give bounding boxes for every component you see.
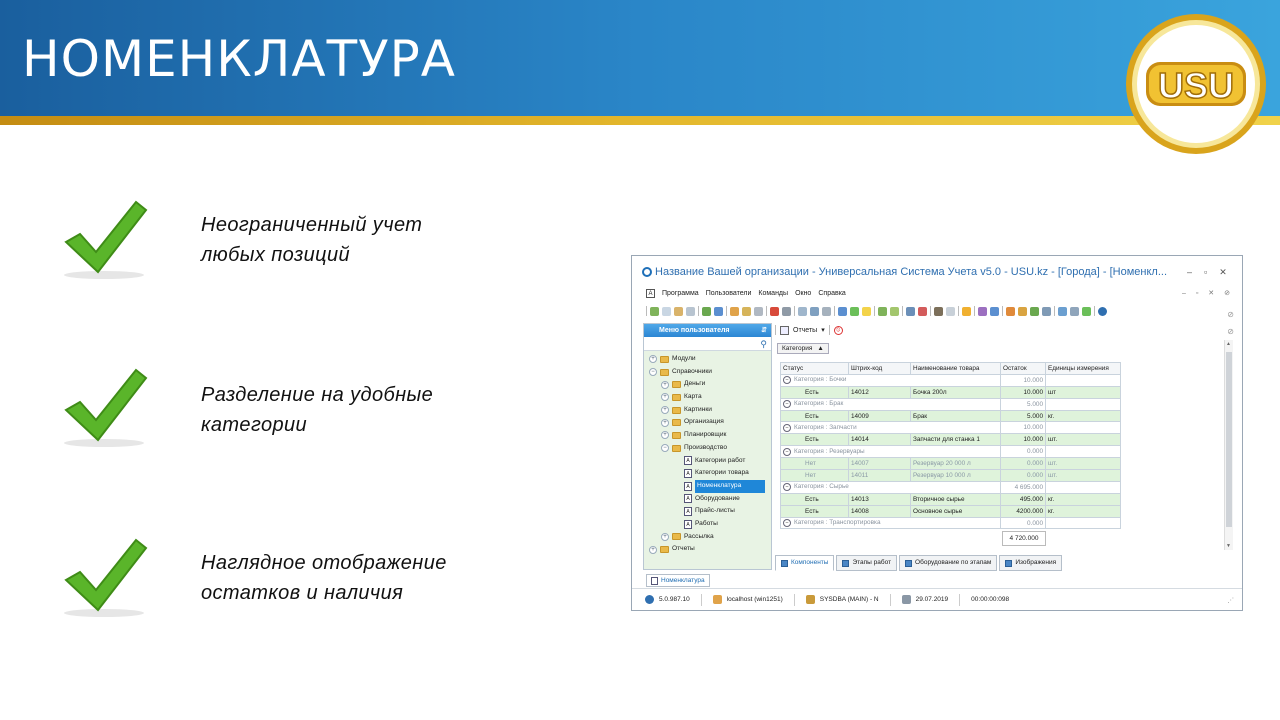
table-icon [781, 560, 788, 567]
nomenclature-grid [780, 362, 1121, 537]
table-icon [842, 560, 849, 567]
vertical-scrollbar[interactable] [1224, 340, 1233, 550]
app-window-screenshot [631, 255, 1243, 611]
check-icon [58, 200, 150, 282]
table-row[interactable] [781, 505, 1121, 517]
sort-up-icon[interactable]: ▲ [817, 345, 824, 352]
toolbar-icon[interactable] [878, 307, 887, 316]
folder-icon [660, 369, 669, 376]
toolbar-icon[interactable] [1006, 307, 1015, 316]
group-total: 10.000 [1001, 422, 1046, 434]
bullet-3-line2: остатков и наличия [201, 582, 404, 604]
group-total: 0.000 [1001, 517, 1046, 529]
menu-help[interactable]: Справка [818, 290, 846, 297]
cell-name: Основное сырье [911, 505, 1001, 517]
toolbar-icon[interactable] [978, 307, 987, 316]
cell-status: Есть [781, 410, 849, 422]
toolbar-icon[interactable] [1042, 307, 1051, 316]
cell-name: Резервуар 10 000 л [911, 470, 1001, 482]
menu-item[interactable] [644, 467, 771, 480]
tab-label: Этапы работ [852, 559, 892, 566]
cell-status: Есть [781, 386, 849, 398]
tab-images[interactable] [999, 555, 1062, 571]
menu-item[interactable] [644, 416, 771, 429]
status-server: localhost (win1251) [726, 596, 783, 603]
document-icon: A [684, 520, 692, 529]
menu-item[interactable] [644, 378, 771, 391]
toolbar-icon[interactable] [850, 307, 859, 316]
table-icon [1005, 560, 1012, 567]
expand-icon[interactable]: + [649, 355, 657, 363]
toolbar-icon[interactable] [990, 307, 999, 316]
toolbar-icon[interactable] [962, 307, 971, 316]
resize-grip-icon[interactable]: ⋰ [1227, 596, 1234, 604]
tab-work-stages[interactable] [836, 555, 897, 571]
menu-item-label: Номенклатура [695, 480, 765, 493]
menu-tree [644, 351, 771, 569]
menu-item-label: Картинки [684, 405, 712, 413]
group-by-label: Категория [782, 345, 813, 352]
toolbar-icon[interactable] [674, 307, 683, 316]
info-icon [645, 595, 654, 604]
table-row[interactable] [781, 458, 1121, 470]
document-icon [651, 577, 658, 585]
tab-components[interactable] [775, 555, 834, 571]
cell-qty: 4200.000 [1001, 505, 1046, 517]
group-by-panel [775, 340, 1227, 354]
scroll-up-icon[interactable]: ▲ [1226, 341, 1231, 347]
cell-name: Вторичное сырье [911, 493, 1001, 505]
collapse-icon[interactable]: − [783, 519, 791, 527]
status-timer: 00:00:00:098 [971, 596, 1010, 603]
cell-code: 14008 [849, 505, 911, 517]
group-row[interactable] [781, 398, 1121, 410]
expand-icon[interactable]: + [661, 381, 669, 389]
bullet-1-line2: любых позиций [201, 244, 351, 266]
toolbar-icon[interactable] [862, 307, 871, 316]
empty-cell [1046, 422, 1121, 434]
menu-item[interactable] [644, 429, 771, 442]
expand-icon[interactable]: + [661, 431, 669, 439]
empty-cell [1046, 398, 1121, 410]
scroll-down-icon[interactable]: ▼ [1226, 543, 1231, 549]
menu-item-label: Организация [684, 418, 724, 426]
menu-item[interactable] [644, 505, 771, 518]
menu-search-box[interactable] [644, 337, 771, 351]
folder-icon [660, 546, 669, 553]
menu-item[interactable] [644, 366, 771, 379]
folder-icon [660, 356, 669, 363]
cell-code: 14014 [849, 434, 911, 446]
search-icon[interactable]: ⚲ [760, 339, 767, 349]
group-by-chip[interactable] [777, 343, 829, 354]
cell-code: 14011 [849, 470, 911, 482]
empty-cell [1046, 374, 1121, 386]
scroll-thumb[interactable] [1226, 352, 1232, 527]
menu-item-label: Деньги [684, 380, 706, 388]
reports-button[interactable]: Отчеты [793, 326, 818, 334]
bullet-2-line1: Разделение на удобные [201, 384, 434, 406]
toolbar-icon[interactable] [754, 307, 763, 316]
svg-text:USU: USU [1157, 65, 1235, 106]
side-controls: ⊘ ⊘ [1227, 310, 1234, 336]
group-row[interactable] [781, 517, 1121, 529]
toolbar-icon[interactable] [798, 307, 807, 316]
toolbar [646, 305, 1206, 317]
user-menu-title: Меню пользователя [659, 327, 730, 334]
menu-commands[interactable]: Команды [758, 290, 789, 297]
status-user: SYSDBA (MAIN) - N [819, 596, 879, 603]
maximize-button[interactable]: ▫ [1204, 267, 1208, 277]
toolbar-icon[interactable] [810, 307, 819, 316]
cell-qty: 0.000 [1001, 458, 1046, 470]
group-label: Категория : Бочки [794, 376, 847, 384]
usu-logo [1124, 12, 1268, 156]
user-menu-panel [643, 323, 772, 570]
group-total: 5.000 [1001, 398, 1046, 410]
cell-unit: шт. [1046, 470, 1121, 482]
document-icon: A [684, 507, 692, 516]
flag-icon[interactable] [770, 307, 779, 316]
document-tab-nomenclature[interactable] [646, 574, 710, 587]
collapse-icon[interactable]: − [661, 444, 669, 452]
toolbar-icon[interactable] [662, 307, 671, 316]
bullet-3 [201, 548, 531, 608]
window-titlebar [632, 256, 1242, 288]
detail-tabs [775, 555, 1062, 571]
bullet-2-line2: категории [201, 414, 308, 436]
expand-icon[interactable]: + [661, 393, 669, 401]
document-icon: A [684, 456, 692, 465]
cell-name: Бочка 200л [911, 386, 1001, 398]
menu-item[interactable] [644, 493, 771, 506]
cell-name: Брак [911, 410, 1001, 422]
menu-item[interactable] [644, 518, 771, 531]
play-icon[interactable] [1082, 307, 1091, 316]
mdi-controls[interactable]: – ▫ ✕ ⊘ [1182, 290, 1234, 297]
cell-status: Нет [781, 458, 849, 470]
menu-item[interactable] [644, 543, 771, 556]
info-icon[interactable] [1098, 307, 1107, 316]
group-cell [781, 422, 1001, 434]
menu-item-label: Справочники [672, 367, 712, 375]
toolbar-icon[interactable] [1030, 307, 1039, 316]
cell-unit: шт [1046, 386, 1121, 398]
cell-code: 14009 [849, 410, 911, 422]
expand-icon[interactable]: + [661, 419, 669, 427]
collapse-icon[interactable]: − [783, 376, 791, 384]
column-header[interactable]: Единицы измерения [1046, 363, 1121, 375]
table-row[interactable] [781, 470, 1121, 482]
group-row[interactable] [781, 422, 1121, 434]
menu-item-label: Производство [684, 443, 727, 451]
empty-cell [1046, 446, 1121, 458]
grand-total: 4 720.000 [1002, 531, 1046, 546]
expand-icon[interactable]: + [649, 546, 657, 554]
group-label: Категория : Резервуары [794, 447, 865, 455]
group-row[interactable] [781, 374, 1121, 386]
group-label: Категория : Транспортировка [794, 519, 881, 527]
menu-item[interactable] [644, 404, 771, 417]
document-icon: A [684, 482, 692, 491]
toolbar-icon[interactable] [946, 307, 955, 316]
expand-icon[interactable]: + [661, 406, 669, 414]
table-row[interactable] [781, 493, 1121, 505]
menu-window[interactable]: Окно [795, 290, 812, 297]
toolbar-icon[interactable] [838, 307, 847, 316]
collapse-icon[interactable]: − [783, 483, 791, 491]
menu-item-label: Карта [684, 393, 702, 401]
column-header[interactable]: Наименование товара [911, 363, 1001, 375]
document-icon: A [684, 469, 692, 478]
group-total: 4 695.000 [1001, 481, 1046, 493]
folder-icon [672, 394, 681, 401]
window-title: Название Вашей организации - Универсальная Система Учета v5.0 - USU.kz - [Города] - [Номенкл... [655, 266, 1168, 278]
folder-icon [672, 445, 681, 452]
toolbar-icon[interactable] [686, 307, 695, 316]
toolbar-icon[interactable] [1018, 307, 1027, 316]
table-row[interactable] [781, 410, 1121, 422]
app-logo-icon [642, 267, 652, 277]
menu-item-label: Планировщик [684, 431, 727, 439]
cell-qty: 5.000 [1001, 410, 1046, 422]
menu-item-label: Прайс-листы [695, 507, 735, 515]
group-cell [781, 517, 1001, 529]
tab-label: Оборудование по этапам [915, 559, 992, 566]
group-total: 0.000 [1001, 446, 1046, 458]
menu-item-label: Рассылка [684, 532, 714, 540]
toolbar-icon[interactable] [918, 307, 927, 316]
group-total: 10.000 [1001, 374, 1046, 386]
toolbar-icon[interactable] [1058, 307, 1067, 316]
tab-label: Компоненты [791, 559, 829, 566]
folder-icon [672, 407, 681, 414]
toolbar-icon[interactable] [650, 307, 659, 316]
slide-title: НОМЕНКЛАТУРА [22, 30, 456, 88]
folder-icon [672, 381, 681, 388]
toolbar-icon[interactable] [782, 307, 791, 316]
close-button[interactable]: ✕ [1219, 266, 1227, 277]
menu-item[interactable] [644, 391, 771, 404]
table-row[interactable] [781, 434, 1121, 446]
cell-unit: кг. [1046, 505, 1121, 517]
check-icon [58, 368, 150, 450]
gold-stripe [0, 116, 1280, 125]
menu-users[interactable]: Пользователи [705, 290, 752, 297]
cell-status: Есть [781, 493, 849, 505]
report-icon [780, 326, 789, 335]
status-bar [632, 588, 1242, 610]
folder-icon [672, 533, 681, 540]
menu-item[interactable] [644, 442, 771, 455]
toolbar-icon[interactable] [742, 307, 751, 316]
collapse-icon[interactable]: − [783, 448, 791, 456]
toolbar-icon[interactable] [934, 307, 943, 316]
menu-program[interactable]: Программа [662, 290, 699, 297]
cell-name: Запчасти для станка 1 [911, 434, 1001, 446]
toolbar-icon[interactable] [702, 307, 711, 316]
cell-unit: шт. [1046, 458, 1121, 470]
cell-status: Нет [781, 470, 849, 482]
menu-item-label: Категории работ [695, 456, 746, 464]
database-icon [713, 595, 722, 604]
group-label: Категория : Брак [794, 400, 844, 408]
pin-icon[interactable]: ⇵ [761, 327, 767, 334]
stop-icon[interactable]: ⦸ [834, 326, 843, 335]
menubar [646, 289, 846, 298]
cell-qty: 495.000 [1001, 493, 1046, 505]
toolbar-icon[interactable] [890, 307, 899, 316]
column-header[interactable]: Остаток [1001, 363, 1046, 375]
status-date: 29.07.2019 [915, 596, 949, 603]
cell-status: Есть [781, 505, 849, 517]
status-version: 5.0.987.10 [659, 596, 690, 603]
menu-item[interactable] [644, 531, 771, 544]
group-row[interactable] [781, 481, 1121, 493]
group-label: Категория : Сырье [794, 483, 849, 491]
chevron-down-icon[interactable]: ▾ [821, 327, 825, 334]
cell-code: 14007 [849, 458, 911, 470]
menu-item-label: Работы [695, 519, 718, 527]
toolbar-icon[interactable] [1070, 307, 1079, 316]
menu-item[interactable] [644, 455, 771, 468]
menu-item-label: Модули [672, 355, 696, 362]
grid-table [780, 362, 1121, 529]
toolbar-icon[interactable] [906, 307, 915, 316]
folder-icon [672, 419, 681, 426]
tab-label: Изображения [1015, 559, 1057, 566]
folder-icon [672, 432, 681, 439]
column-header[interactable]: Штрих-код [849, 363, 911, 375]
cell-qty: 0.000 [1001, 470, 1046, 482]
expand-icon[interactable]: + [661, 533, 669, 541]
filter-icon[interactable] [730, 307, 739, 316]
bullet-3-line1: Наглядное отображение [201, 552, 447, 574]
menu-item[interactable] [644, 353, 771, 366]
group-row[interactable] [781, 446, 1121, 458]
menu-item-label: Категории товара [695, 469, 749, 477]
user-icon [806, 595, 815, 604]
group-cell [781, 398, 1001, 410]
table-row[interactable] [781, 386, 1121, 398]
cell-unit: кг. [1046, 493, 1121, 505]
empty-cell [1046, 517, 1121, 529]
document-icon: A [646, 289, 655, 298]
group-cell [781, 481, 1001, 493]
cell-status: Есть [781, 434, 849, 446]
bullet-1 [201, 210, 531, 270]
bullet-1-line1: Неограниченный учет [201, 214, 423, 236]
group-label: Категория : Запчасти [794, 423, 857, 431]
group-cell [781, 374, 1001, 386]
tab-stage-equipment[interactable] [899, 555, 997, 571]
group-cell [781, 446, 1001, 458]
toolbar-icon[interactable] [822, 307, 831, 316]
menu-item-label: Отчеты [672, 545, 695, 553]
cell-code: 14013 [849, 493, 911, 505]
cell-qty: 10.000 [1001, 434, 1046, 446]
minimize-button[interactable]: – [1187, 267, 1193, 277]
calendar-icon [902, 595, 911, 604]
bullet-2 [201, 380, 531, 440]
user-menu-header [644, 324, 771, 337]
cell-unit: кг. [1046, 410, 1121, 422]
cell-name: Резервуар 20 000 л [911, 458, 1001, 470]
menu-item-label: Оборудование [695, 494, 740, 502]
empty-cell [1046, 481, 1121, 493]
collapse-icon[interactable]: − [783, 400, 791, 408]
column-header[interactable]: Статус [781, 363, 849, 375]
document-tab-label: Номенклатура [661, 577, 705, 584]
cell-unit: шт. [1046, 434, 1121, 446]
search-icon[interactable] [714, 307, 723, 316]
collapse-icon[interactable]: − [783, 424, 791, 432]
check-icon [58, 538, 150, 620]
table-icon [905, 560, 912, 567]
menu-item[interactable] [644, 480, 771, 493]
cell-qty: 10.000 [1001, 386, 1046, 398]
cell-code: 14012 [849, 386, 911, 398]
collapse-icon[interactable]: − [649, 368, 657, 376]
document-icon: A [684, 494, 692, 503]
reports-toolbar [775, 323, 843, 337]
